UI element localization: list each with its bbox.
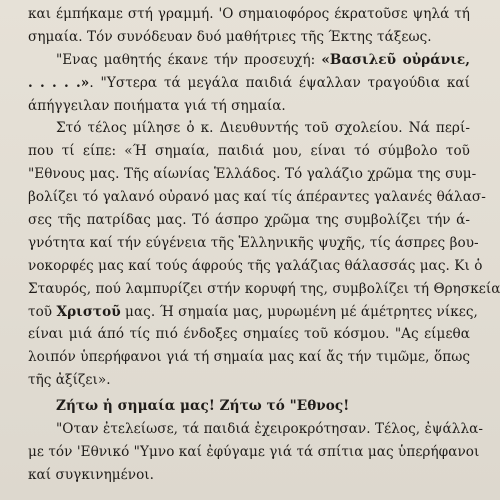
text-line — [28, 395, 470, 418]
paragraph — [28, 117, 500, 392]
text-segment: "Εθνους μας. Τῆς αίωνίας Ἑλλάδος. Τό γαλάζιο χρῶμα της συμ- — [28, 166, 477, 183]
text-segment: είναι μιά άπό τίς πιό ένδοξες σημαίες τοῦ κόσμου. "Ας είμεθα — [28, 326, 470, 343]
text-line — [28, 418, 483, 441]
text-line — [28, 26, 470, 49]
text-segment: σημαία. Τόν συνόδευαν δυό μαθήτριες τῆς Έκτης τάξεως. — [28, 28, 432, 45]
text-segment: με τόν 'Εθνικό "Υμνο καί ἐφύγαμε γιά τά σπίτια μας ὑπερήφανοι — [28, 443, 480, 460]
text-segment: τῆς ἀξίζει». — [28, 372, 111, 389]
text-line — [28, 49, 470, 72]
page-text — [28, 3, 500, 487]
text-line — [28, 95, 470, 118]
bold-text: «Βασιλεῦ οὐράνιε, — [321, 51, 470, 68]
text-segment: γνότητα καί τήν εύγένεια τῆς Ἑλληνικῆς ψυχῆς, τίς άσπρες βου- — [28, 234, 479, 251]
text-segment: που τί είπε: «Ή σημαία, παιδιά μου, είναι τό σύμβολο τοῦ — [28, 143, 470, 160]
text-segment: "Ενας μαθητής έκανε τήν προσευχή: — [56, 51, 322, 68]
paragraph — [28, 395, 470, 418]
text-line — [28, 117, 470, 140]
text-line — [28, 441, 480, 464]
text-line — [28, 369, 470, 392]
text-segment: Σταυρός, πού λαμπυρίζει στήν κορυφή της, συμβολίζει τή Θρησκεία — [28, 280, 500, 297]
text-line — [28, 186, 486, 209]
text-segment: καί συγκινημένοι. — [28, 466, 155, 483]
text-segment: . "Υστερα τά μεγάλα παιδιά έψαλλαν τραγούδια καί — [89, 74, 470, 91]
text-line — [28, 301, 478, 324]
text-segment: βολίζει τό γαλανό οὐρανό μας καί τίς άπέραντες γαλανές θάλασ- — [28, 189, 486, 206]
text-segment: άπήγγειλαν ποιήματα γιά τή σημαία. — [28, 97, 286, 114]
text-segment: σες τῆς πατρίδας μας. Τό άσπρο χρῶμα της συμβολίζει τήν ά- — [28, 212, 470, 229]
text-line — [28, 323, 470, 346]
text-line — [28, 464, 470, 487]
text-line — [28, 163, 477, 186]
paragraph — [28, 3, 470, 49]
paragraph — [28, 418, 483, 487]
bold-text: Ζήτω ἡ σημαία μας! Ζήτω τό "Εθνος! — [56, 398, 350, 415]
text-segment: "Οταν ἐτελείωσε, τά παιδιά ἐχειροκρότησαν. Τέλος, ἐψάλλα- — [56, 421, 483, 438]
text-segment: λοιπόν ὑπερήφανοι γιά τή σημαία μας καί ἄς τήν τιμῶμε, ὅπως — [28, 349, 470, 366]
text-line — [28, 3, 470, 26]
text-line — [28, 72, 470, 95]
bold-text: . . . . .» — [28, 74, 90, 91]
text-segment: μας. Ή σημαία μας, μυρωμένη μέ άμέτρητες νίκες, — [120, 303, 478, 320]
text-line — [28, 255, 483, 278]
text-segment: νοκορφές μας καί τούς άφρούς τῆς γαλάζιας θάλασσάς μας. Κι ὁ — [28, 257, 483, 274]
paragraph — [28, 49, 470, 118]
text-line — [28, 346, 470, 369]
text-line — [28, 232, 479, 255]
text-segment: και έμπήκαμε στή γραμμή. 'Ο σημαιοφόρος έκρατοῦσε ψηλά τή — [28, 6, 470, 22]
text-line — [28, 209, 470, 232]
text-segment: Στό τέλος μίλησε ὁ κ. Διευθυντής τοῦ σχολείου. Νά περί- — [56, 120, 470, 137]
text-line — [28, 140, 470, 163]
text-segment: τοῦ — [28, 303, 57, 320]
bold-text: Χριστοῦ — [56, 303, 121, 320]
text-line — [28, 278, 500, 301]
